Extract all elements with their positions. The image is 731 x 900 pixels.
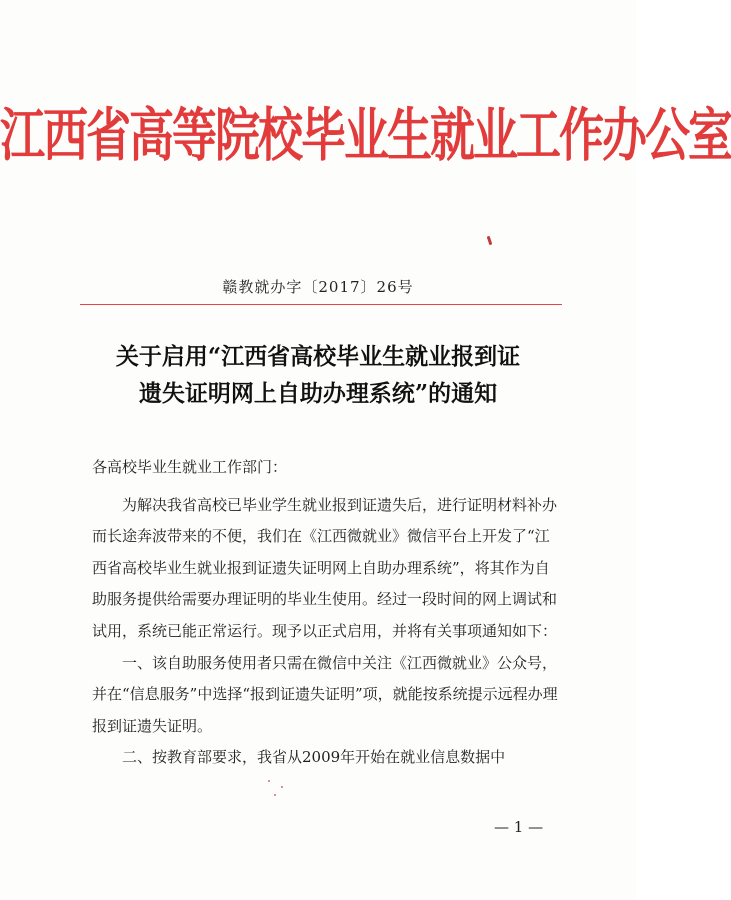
red-divider-line [80,304,562,305]
salutation: 各高校毕业生就业工作部门： [92,458,288,476]
ink-mark [487,236,493,245]
document-number: 赣教就办字〔2017〕26号 [222,278,414,296]
body-paragraph-3: 二、按教育部要求，我省从2009年开始在就业信息数据中 [122,748,506,767]
title-line-2: 遗失证明网上自助办理系统”的通知 [138,380,498,407]
ink-speck [268,780,270,782]
page-number: — 1 — [494,818,544,836]
issuer-masthead: 江西省高等院校毕业生就业工作办公室 [0,101,731,170]
title-line-1: 关于启用“江西省高校毕业生就业报到证 [115,343,521,370]
notice-title [0,340,636,411]
body-paragraph-1: 为解决我省高校已毕业学生就业报到证遗失后，进行证明材料补办而长途奔波带来的不便，我们在《江西微就业》微信平台上开发了“江西省高校毕业生就业报到证遗失证明网上自助办理系统”，将其作为自助服务提供给需要办理证明的毕业生使用。经过一段时间的网上调试和试用，系统已能正常运行。现予以正式启用，并将有关事项通知如下： [92,495,558,640]
body-paragraph-2: 一、该自助服务使用者只需在微信中关注《江西微就业》公众号，并在“信息服务”中选择“报到证遗失证明”项，就能按系统提示远程办理报到证遗失证明。 [92,653,558,735]
notice-body [92,452,562,774]
ink-speck [281,786,283,788]
ink-speck [274,794,276,796]
